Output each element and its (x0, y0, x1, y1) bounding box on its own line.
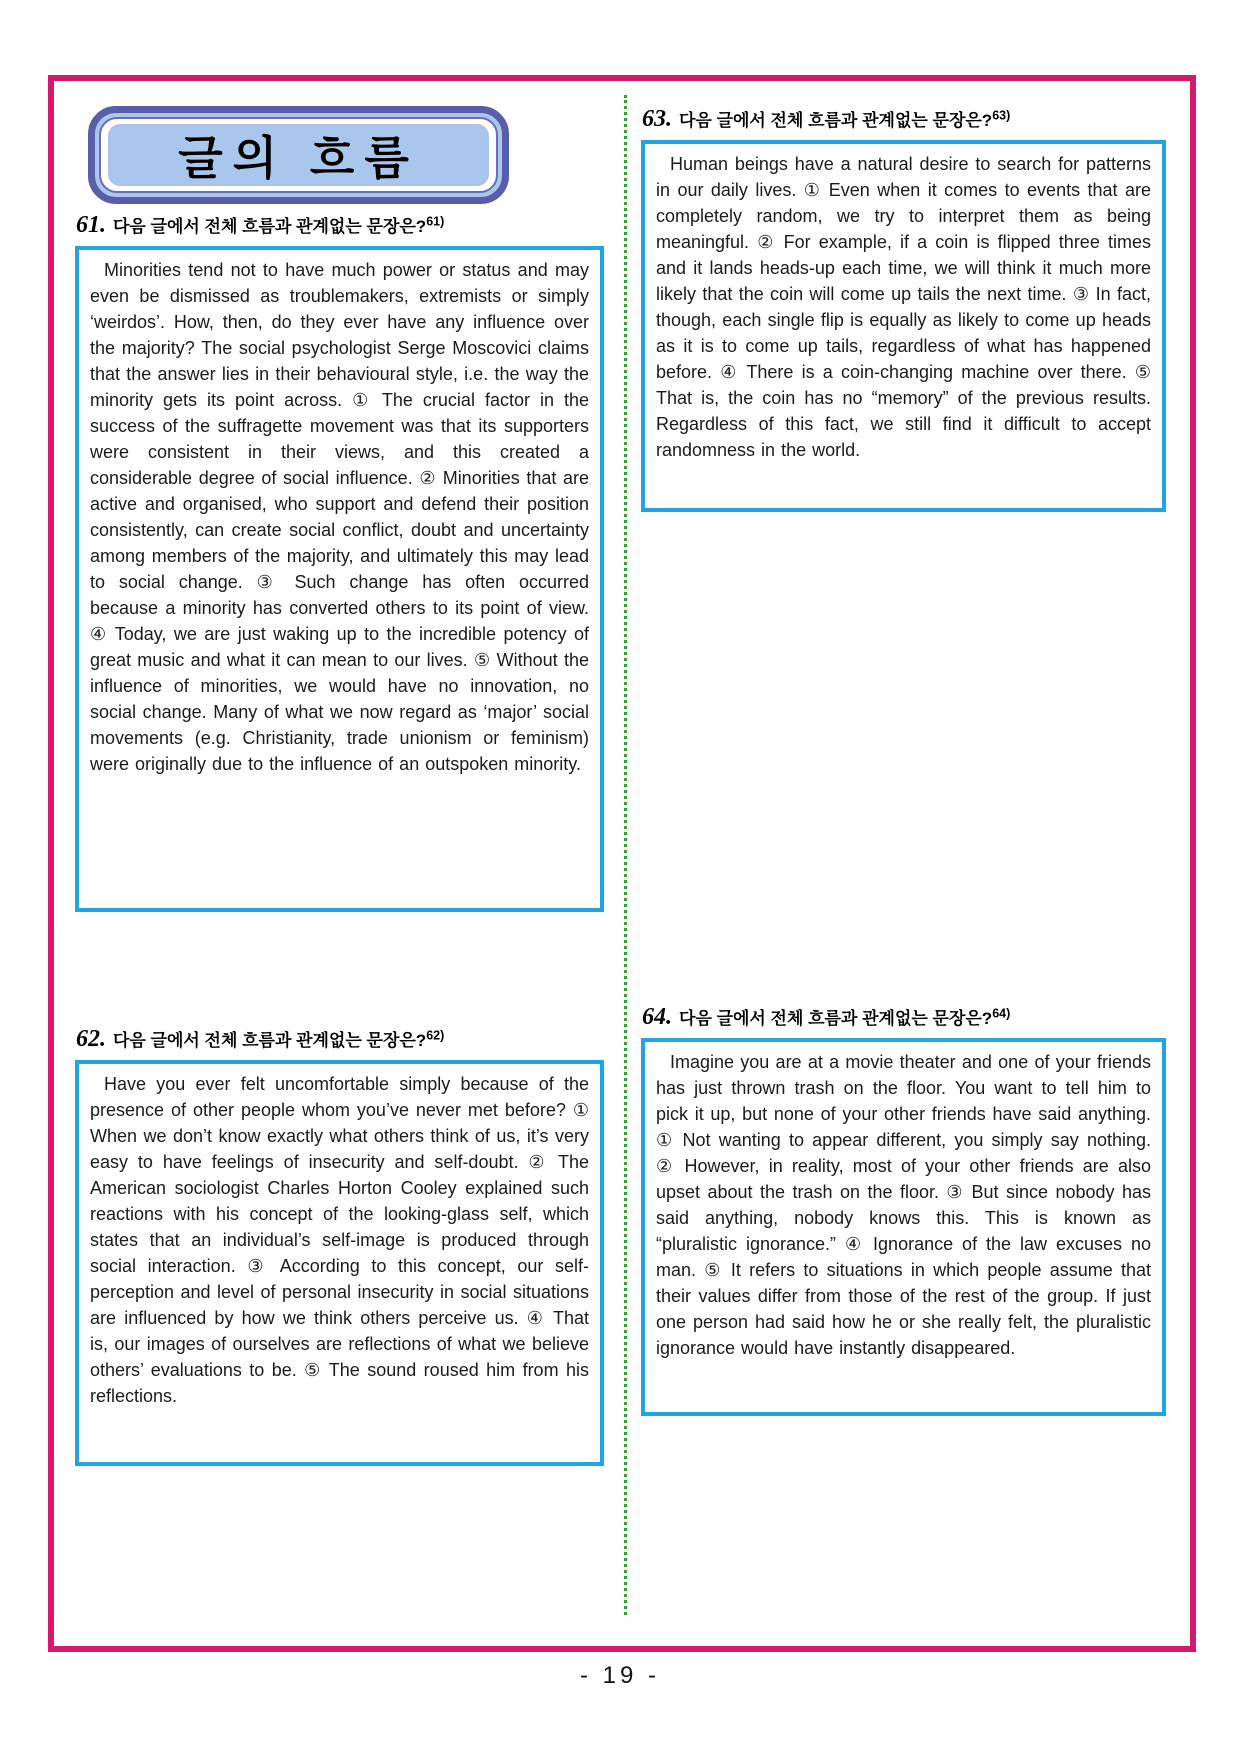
question-63 (641, 106, 1166, 512)
section-title-box-fill (108, 124, 489, 186)
passage-text: Have you ever felt uncomfortable simply because of the presence of other people whom you’ve never met before? ① When we don’t know exactly what others think of us, it’s very easy to have feelings of insecurity and self-doubt. ② The American sociologist Charles Horton Cooley explained such reactions with his concept of the looking-glass self, which states that an individual’s self-image is produced through social interaction. ③ According to this concept, our self-perception and level of personal insecurity in social situations are influenced by how we think others perceive us. ④ That is, our images of ourselves are reflections of what we believe others’ evaluations to be. ⑤ The sound roused him from his reflections. (90, 1074, 589, 1406)
passage-box (641, 1038, 1166, 1416)
question-prompt (113, 212, 444, 237)
section-title-box (88, 106, 509, 204)
question-prompt (679, 1004, 1010, 1029)
question-prompt (679, 106, 1010, 131)
question-footnote: 62) (426, 1028, 445, 1043)
question-prompt-text: 다음 글에서 전체 흐름과 관계없는 문장은? (113, 217, 427, 236)
column-divider (624, 95, 627, 1615)
question-number: 64. (642, 1004, 672, 1030)
passage-box (75, 1060, 604, 1466)
question-61 (75, 212, 604, 912)
question-footnote: 61) (426, 214, 445, 229)
question-prompt-text: 다음 글에서 전체 흐름과 관계없는 문장은? (679, 111, 993, 130)
question-prompt-text: 다음 글에서 전체 흐름과 관계없는 문장은? (113, 1031, 427, 1050)
passage-box (641, 140, 1166, 512)
passage-text: Human beings have a natural desire to search for patterns in our daily lives. ① Even when it comes to events that are completely random, we try to interpret them as being meaningful. ② For example, if a coin is flipped three times and it lands heads-up each time, we will think it much more likely that the coin will come up tails the next time. ③ In fact, though, each single flip is equally as likely to come up heads as it is to come up tails, regardless of what has happened before. ④ There is a coin-changing machine over there. ⑤ That is, the coin has no “memory” of the previous results. Regardless of this fact, we still find it difficult to accept randomness in the world. (656, 154, 1151, 460)
question-61-header (76, 212, 604, 239)
question-63-header (642, 106, 1166, 133)
question-number: 61. (76, 212, 106, 238)
question-footnote: 63) (992, 108, 1011, 123)
question-number: 63. (642, 106, 672, 132)
question-number: 62. (76, 1026, 106, 1052)
passage-text: Minorities tend not to have much power or status and may even be dismissed as troublemakers, extremists or simply ‘weirdos’. How, then, do they ever have any influence over the majority? The social psychologist Serge Moscovici claims that the answer lies in their behavioural style, i.e. the way the minority gets its point across. ① The crucial factor in the success of the suffragette movement was that its supporters were consistent in their views, and this created a considerable degree of social influence. ② Minorities that are active and organised, who support and defend their position consistently, can create social conflict, doubt and uncertainty among members of the majority, and ultimately this may lead to social change. ③ Such change has often occurred because a minority has converted others to its point of view. ④ Today, we are just waking up to the incredible potency of great music and what it can mean to our lives. ⑤ Without the influence of minorities, we would have no innovation, no social change. Many of what we now regard as ‘major’ social movements (e.g. Christianity, trade unionism or feminism) were originally due to the influence of an outspoken minority. (90, 260, 589, 774)
section-title: 글의 흐름 (178, 132, 419, 184)
question-62-header (76, 1026, 604, 1053)
question-64 (641, 1004, 1166, 1416)
page-number: - 19 - (579, 1662, 660, 1689)
section-title-box-ring (99, 117, 498, 193)
question-62 (75, 1026, 604, 1466)
question-footnote: 64) (992, 1006, 1011, 1021)
passage-box (75, 246, 604, 912)
question-prompt (113, 1026, 444, 1051)
passage-text: Imagine you are at a movie theater and one of your friends has just thrown trash on the floor. You want to tell him to pick it up, but none of your other friends have said anything. ① Not wanting to appear different, you simply say nothing. ② However, in reality, most of your other friends are also upset about the trash on the floor. ③ But since nobody has said anything, nobody knows this. This is known as “pluralistic ignorance.” ④ Ignorance of the law excuses no man. ⑤ It refers to situations in which people assume that their values differ from those of the rest of the group. If just one person had said how he or she really felt, the pluralistic ignorance would have instantly disappeared. (656, 1052, 1151, 1358)
question-64-header (642, 1004, 1166, 1031)
question-prompt-text: 다음 글에서 전체 흐름과 관계없는 문장은? (679, 1009, 993, 1028)
